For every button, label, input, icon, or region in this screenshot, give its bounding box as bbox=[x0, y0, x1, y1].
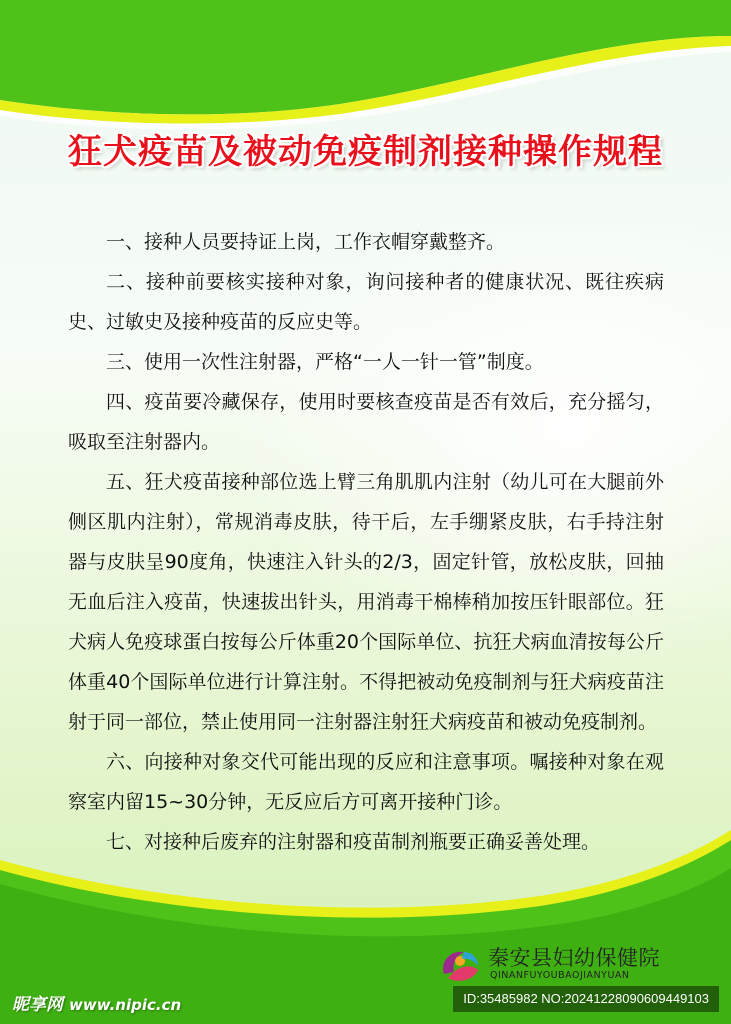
rule-paragraph-7: 七、对接种后废弃的注射器和疫苗制剂瓶要正确妥善处理。 bbox=[106, 831, 601, 853]
watermark-site bbox=[12, 990, 181, 1015]
rule-paragraph-2: 二、接种前要核实接种对象，询问接种者的健康状况、既往疾病史、过敏史及接种疫苗的反应史等。 bbox=[68, 271, 664, 333]
rule-paragraph-5: 五、狂犬疫苗接种部位选上臂三角肌肌内注射（幼儿可在大腿前外侧区肌内注射），常规消毒皮肤，待干后，左手绷紧皮肤，右手持注射器与皮肤呈90度角，快速注入针头的2/3，固定针管，放松皮肤，回抽无血后注入疫苗，快速拔出针头，用消毒干棉棒稍加按压针眼部位。狂犬病人免疫球蛋白按每公斤体重20个国际单位、抗狂犬病血清按每公斤体重40个国际单位进行计算注射。不得把被动免疫制剂与狂犬病疫苗注射于同一部位，禁止使用同一注射器注射狂犬病疫苗和被动免疫制剂。 bbox=[68, 471, 664, 733]
rule-paragraph-4: 四、疫苗要冷藏保存，使用时要核查疫苗是否有效后，充分摇匀，吸取至注射器内。 bbox=[68, 391, 664, 453]
watermark-id: ID:35485982 NO:20241228090609449103 bbox=[453, 986, 719, 1012]
hospital-logo bbox=[438, 942, 698, 988]
rule-paragraph-3: 三、使用一次性注射器，严格“一人一针一管”制度。 bbox=[106, 351, 544, 373]
regulation-body bbox=[68, 222, 664, 862]
watermark-site-name: 昵享网 bbox=[12, 995, 63, 1015]
rule-paragraph-1: 一、接种人员要持证上岗，工作衣帽穿戴整齐。 bbox=[106, 231, 506, 253]
poster-title: 狂犬疫苗及被动免疫制剂接种操作规程 bbox=[68, 132, 663, 172]
hospital-logo-icon bbox=[438, 944, 482, 984]
hospital-name-en: QINANFUYOUBAOJIANYUAN bbox=[490, 970, 630, 981]
watermark-site-url: www.nipic.cn bbox=[69, 996, 182, 1014]
hospital-name-cn: 秦安县妇幼保健院 bbox=[488, 946, 660, 970]
rule-paragraph-6: 六、向接种对象交代可能出现的反应和注意事项。嘱接种对象在观察室内留15~30分钟，无反应后方可离开接种门诊。 bbox=[68, 751, 664, 813]
